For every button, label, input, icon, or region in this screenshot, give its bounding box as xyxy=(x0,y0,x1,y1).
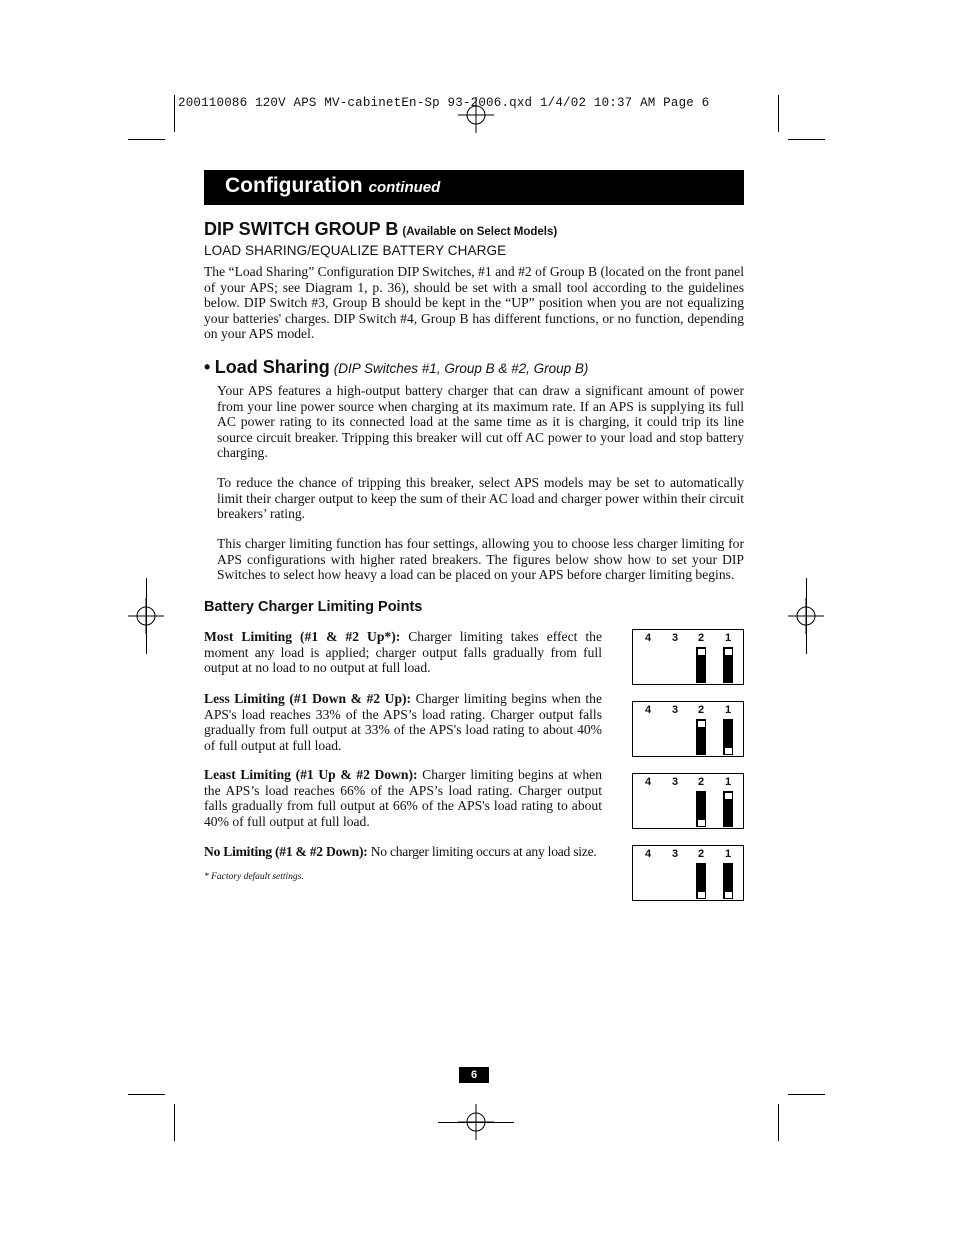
dip-switch-2 xyxy=(696,791,706,827)
limiting-item-text: Charger limiting begins at when the APS’s load reaches 66% of the APS’s load rating. Charger output falls gradually from full output at 66% of the APS's load rating to about 40% of full output at full load. xyxy=(204,767,603,829)
limiting-item-text: No charger limiting occurs at any load size. xyxy=(367,844,597,859)
dip-switch-diagram xyxy=(632,629,744,685)
load-sharing-heading xyxy=(204,357,588,378)
load-sharing-title: Load Sharing xyxy=(214,357,330,377)
switch-position-indicator xyxy=(698,892,705,898)
crop-mark xyxy=(778,95,779,132)
limiting-item-text: Charger limiting takes effect the moment any load is applied; charger output falls gradually from full output at no load to no output at full load. xyxy=(204,629,602,676)
switch-position-indicator xyxy=(725,649,732,655)
section-header-bar xyxy=(204,170,744,205)
switch-number-label: 2 xyxy=(697,848,705,860)
limiting-item xyxy=(204,767,602,829)
limiting-item-label: No Limiting (#1 & #2 Down): xyxy=(204,844,368,859)
crop-mark xyxy=(438,1122,514,1123)
crop-mark xyxy=(806,578,807,654)
limiting-item-label: Least Limiting (#1 Up & #2 Down): xyxy=(204,767,418,782)
switch-number-label: 4 xyxy=(644,848,652,860)
intro-paragraph: The “Load Sharing” Configuration DIP Switches, #1 and #2 of Group B (located on the front panel of your APS; see Diagram 1, p. 36), should be set with a small tool according to the guidelines below. DIP Switch #3, Group B should be kept in the “UP” position when you are not equalizing your batteries' charges. DIP Switch #4, Group B has different functions, or no function, depending on your APS model. xyxy=(204,264,744,342)
header-subtitle: continued xyxy=(368,179,441,196)
section-heading xyxy=(204,219,557,240)
limiting-item xyxy=(204,629,602,676)
switch-number-label: 2 xyxy=(697,704,705,716)
switch-number-label: 2 xyxy=(697,632,705,644)
dip-switch-1 xyxy=(723,863,733,899)
switch-position-indicator xyxy=(698,721,705,727)
switch-number-label: 1 xyxy=(724,848,732,860)
load-sharing-paragraph: This charger limiting function has four settings, allowing you to choose less charger limiting for APS configurations with higher rated breakers. The figures below show how to set your DIP Switches to select how heavy a load can be placed on your APS before charger limiting begins. xyxy=(217,536,744,583)
switch-number-label: 3 xyxy=(671,776,679,788)
limiting-item xyxy=(204,844,614,860)
file-slug: 200110086 120V APS MV-cabinetEn-Sp 93-2006.qxd 1/4/02 10:37 AM Page 6 xyxy=(178,96,710,110)
crop-mark xyxy=(128,1094,165,1095)
switch-number-label: 3 xyxy=(671,848,679,860)
load-sharing-note: (DIP Switches #1, Group B & #2, Group B) xyxy=(333,361,589,376)
switch-position-indicator xyxy=(698,820,705,826)
dip-switch-1 xyxy=(723,719,733,755)
switch-position-indicator xyxy=(698,649,705,655)
dip-switch-diagram xyxy=(632,845,744,901)
dip-switch-1 xyxy=(723,647,733,683)
switch-position-indicator xyxy=(725,892,732,898)
dip-switch-2 xyxy=(696,647,706,683)
switch-position-indicator xyxy=(725,793,732,799)
switch-number-label: 4 xyxy=(644,704,652,716)
dip-switch-diagram xyxy=(632,773,744,829)
footnote: * Factory default settings. xyxy=(204,872,304,882)
load-sharing-paragraph: To reduce the chance of tripping this breaker, select APS models may be set to automatically limit their charger output to keep the sum of their AC load and charger power within their circuit breakers’ rating. xyxy=(217,475,744,522)
crop-mark xyxy=(788,1094,825,1095)
limiting-heading: Battery Charger Limiting Points xyxy=(204,599,423,615)
switch-number-label: 3 xyxy=(671,704,679,716)
limiting-item-label: Most Limiting (#1 & #2 Up*): xyxy=(204,629,401,644)
crop-mark xyxy=(788,139,825,140)
page-title xyxy=(225,174,440,198)
switch-position-indicator xyxy=(725,748,732,754)
dip-switch-diagram xyxy=(632,701,744,757)
load-sharing-paragraph: Your APS features a high-output battery charger that can draw a significant amount of power from your line power source when charging at its maximum rate. If an APS is supplying its full AC power rating to its connected load at the same time as it is charging, it could trip its line source circuit breaker. Tripping this breaker will cut off AC power to your load and stop battery charging. xyxy=(217,383,744,461)
switch-number-label: 1 xyxy=(724,704,732,716)
section-subtitle: LOAD SHARING/EQUALIZE BATTERY CHARGE xyxy=(204,243,507,258)
limiting-item xyxy=(204,691,602,753)
limiting-item-label: Less Limiting (#1 Down & #2 Up): xyxy=(204,691,412,706)
switch-number-label: 2 xyxy=(697,776,705,788)
section-title-note: (Available on Select Models) xyxy=(402,226,558,238)
switch-number-label: 3 xyxy=(671,632,679,644)
crop-mark xyxy=(174,95,175,132)
switch-number-label: 4 xyxy=(644,776,652,788)
limiting-item-text: Charger limiting begins when the APS's load reaches 33% of the APS’s load rating. Charger output falls gradually from full output at 33% of the APS's load rating to about 40% of full output at full load. xyxy=(204,691,603,753)
page-number: 6 xyxy=(459,1067,489,1083)
dip-switch-2 xyxy=(696,719,706,755)
crop-mark xyxy=(146,578,147,654)
switch-number-label: 4 xyxy=(644,632,652,644)
crop-mark xyxy=(778,1104,779,1141)
header-title: Configuration xyxy=(225,174,363,197)
switch-number-label: 1 xyxy=(724,776,732,788)
dip-switch-2 xyxy=(696,863,706,899)
crop-mark xyxy=(174,1104,175,1141)
section-title: DIP SWITCH GROUP B xyxy=(204,219,399,239)
bullet: • xyxy=(204,357,211,377)
switch-number-label: 1 xyxy=(724,632,732,644)
crop-mark xyxy=(128,139,165,140)
dip-switch-1 xyxy=(723,791,733,827)
